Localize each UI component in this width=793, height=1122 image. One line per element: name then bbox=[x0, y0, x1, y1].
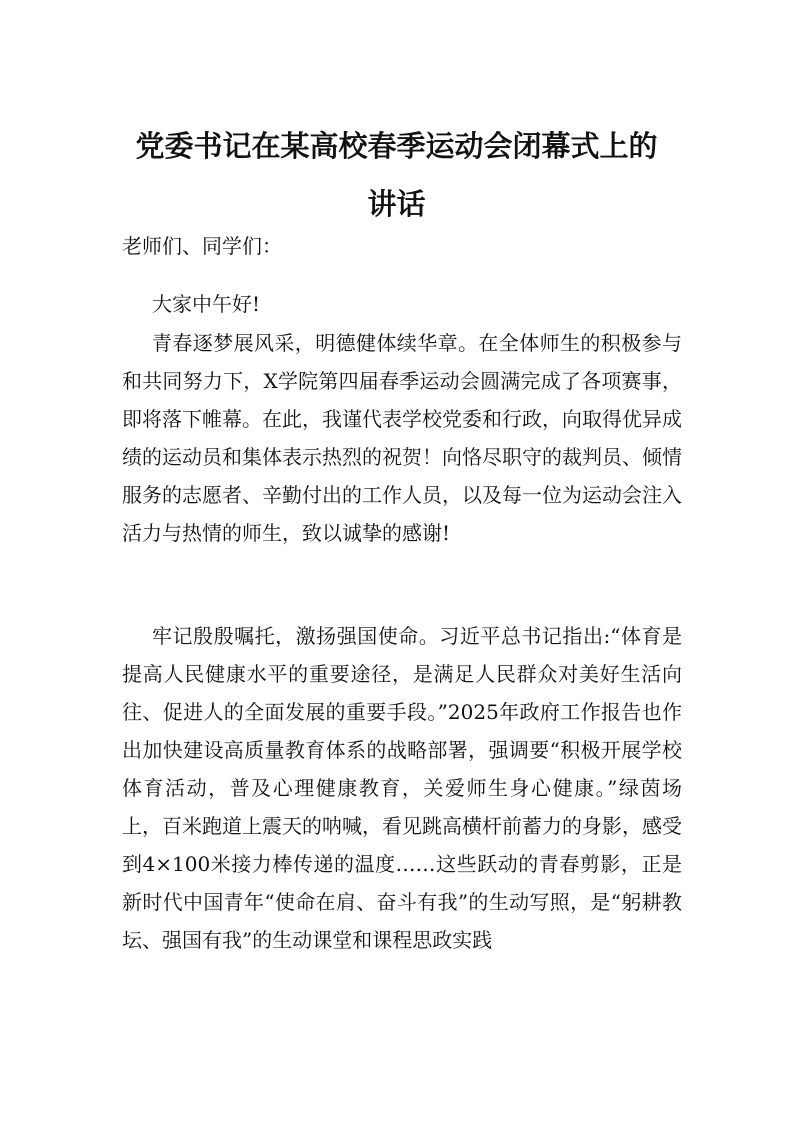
document-title bbox=[100, 117, 693, 233]
greeting: 大家中午好! bbox=[152, 292, 261, 316]
title-line-1: 党委书记在某高校春季运动会闭幕式上的 bbox=[135, 129, 658, 163]
title-line-2: 讲话 bbox=[367, 187, 426, 221]
salutation: 老师们、同学们： bbox=[122, 234, 282, 258]
paragraph-1: 青春逐梦展风采，明德健体续华章。在全体师生的积极参与和共同努力下，X学院第四届春季运动会圆满完成了各项赛事，即将落下帷幕。在此，我谨代表学校党委和行政，向取得优异成绩的运动员和集体表示热烈的祝贺！向恪尽职守的裁判员、倾情服务的志愿者、辛勤付出的工作人员，以及每一位为运动会注入活力与热情的师生，致以诚挚的感谢! bbox=[122, 331, 682, 545]
paragraph-2: 牢记殷殷嘱托，激扬强国使命。习近平总书记指出:“体育是提高人民健康水平的重要途径，是满足人民群众对美好生活向往、促进人的全面发展的重要手段。”2025年政府工作报告也作出加快建设高质量教育体系的战略部署，强调要“积极开展学校体育活动，普及心理健康教育，关爱师生身心健康。”绿茵场上，百米跑道上震天的呐喊，看见跳高横杆前蓄力的身影，感受到4×100米接力棒传递的温度……这些跃动的青春剪影，正是新时代中国青年“使命在肩、奋斗有我”的生动写照，是“躬耕教坛、强国有我”的生动课堂和课程思政实践 bbox=[122, 624, 682, 952]
